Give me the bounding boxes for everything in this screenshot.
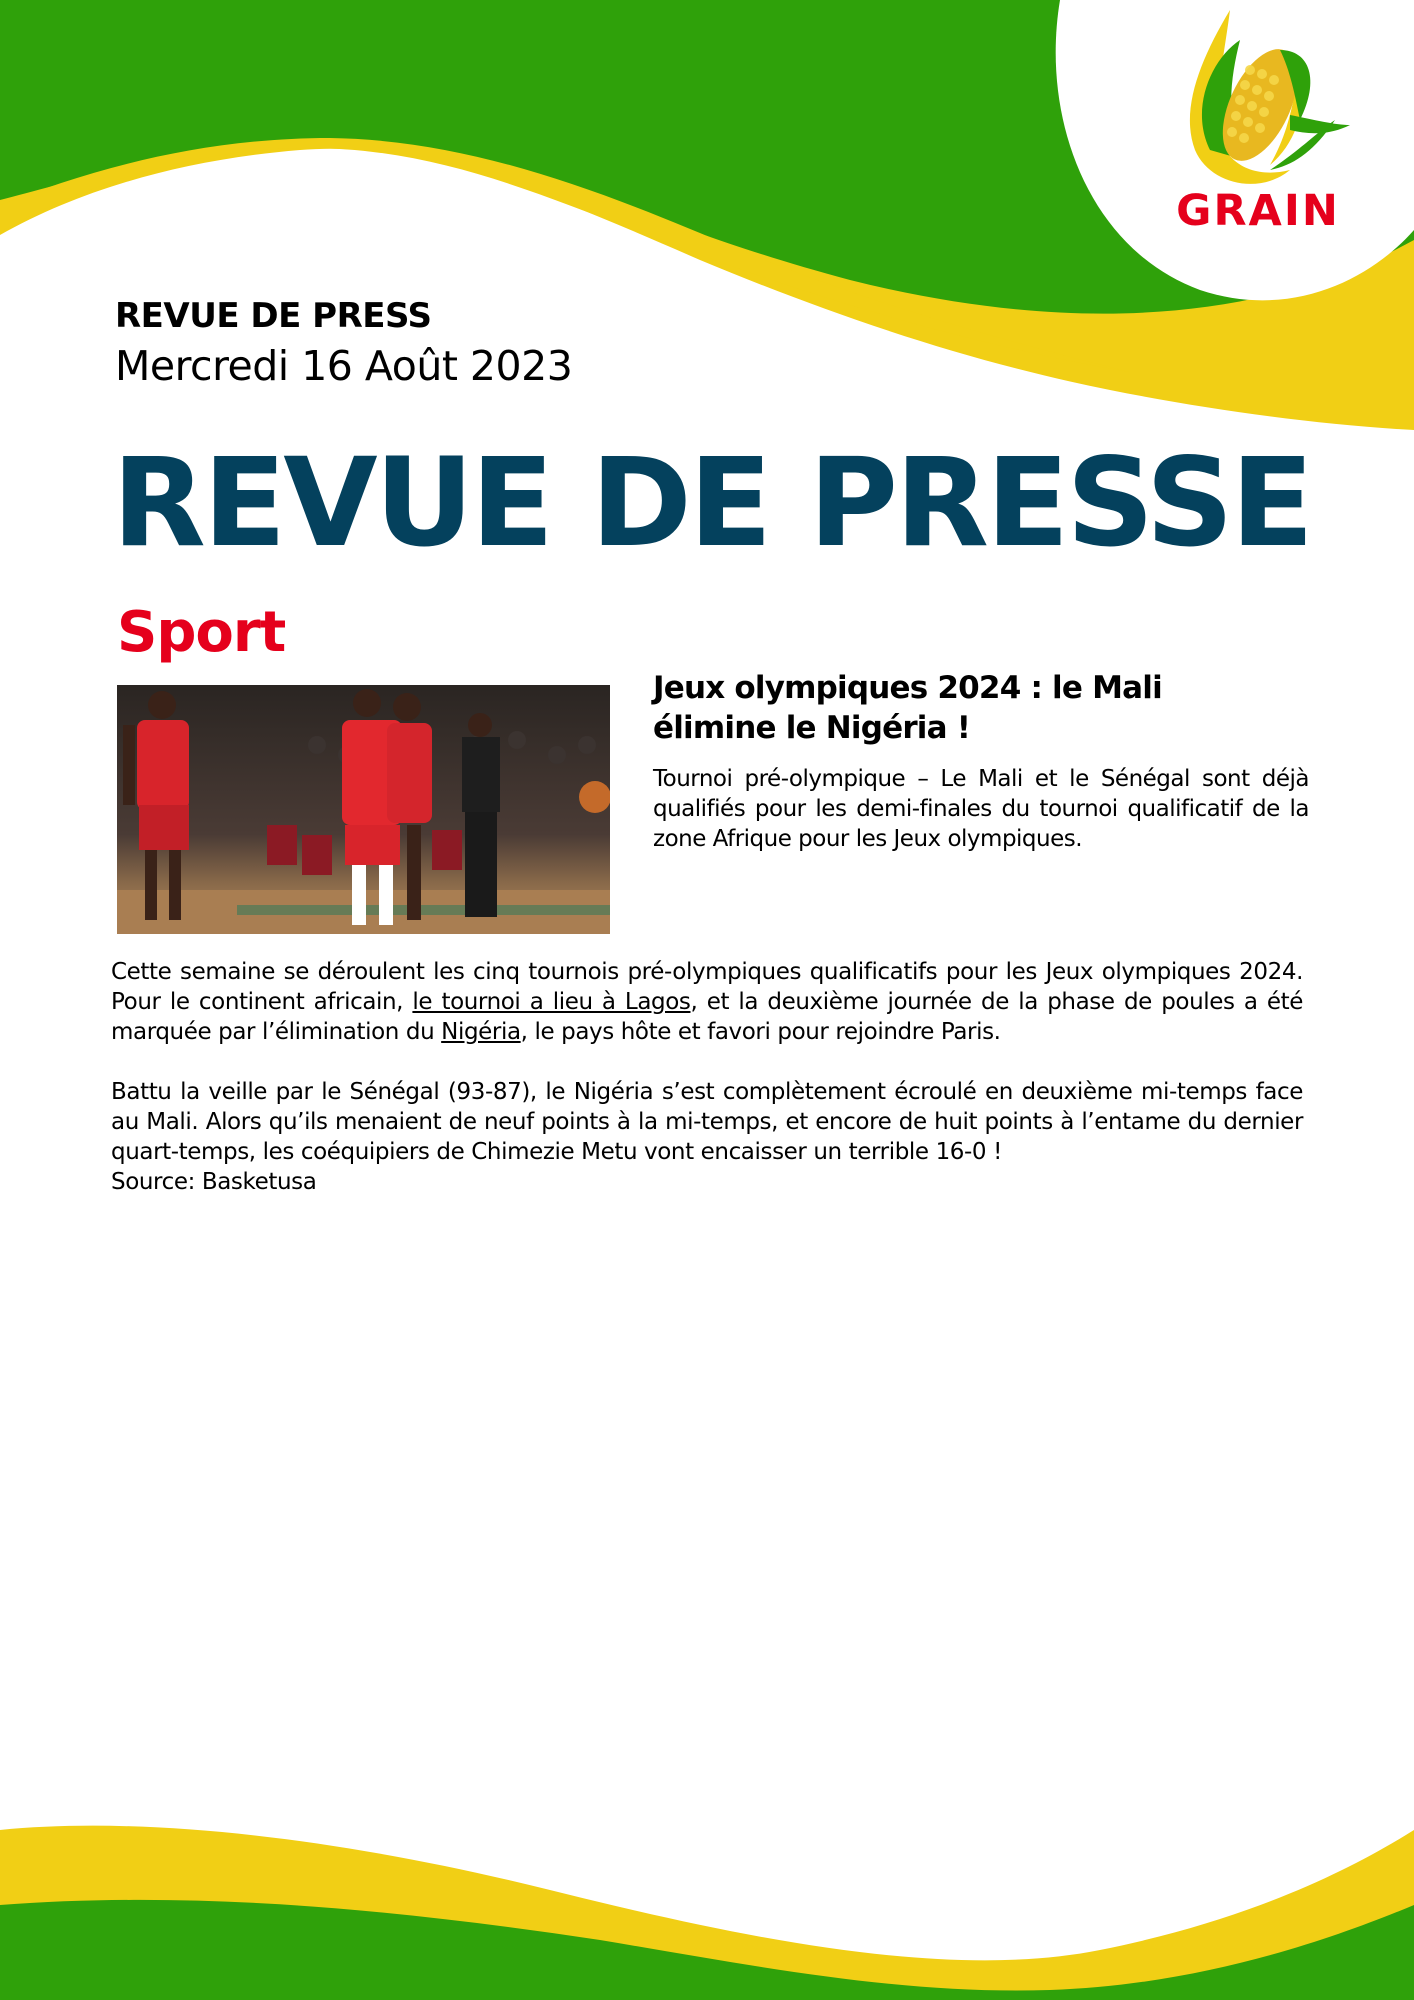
bottom-wave-decoration bbox=[0, 1810, 1414, 2000]
paragraph-text: , et la deuxième journée de la phase de poules a été marquée par l’élimination du bbox=[111, 989, 1303, 1045]
date: Mercredi 16 Août 2023 bbox=[115, 342, 573, 390]
page-title: REVUE DE PRESSE bbox=[112, 432, 1311, 574]
article-headline: Jeux olympiques 2024 : le Mali élimine le Nigéria ! bbox=[653, 670, 1162, 746]
article-body bbox=[111, 957, 1303, 1197]
paragraph-text: Cette semaine se déroulent les cinq tournois pré-olympiques qualificatifs pour les Jeux olympiques 2024. Pour le continent africain, bbox=[111, 959, 1303, 1015]
article-lead: Tournoi pré-olympique – Le Mali et le Sénégal sont déjà qualifiés pour les demi-finales du tournoi qualificatif de la zone Afrique pour les Jeux olympiques. bbox=[653, 766, 1309, 852]
article-source: Source: Basketusa bbox=[111, 1169, 317, 1195]
nigeria-link[interactable]: Nigéria bbox=[441, 1019, 521, 1045]
paragraph-text: , le pays hôte et favori pour rejoindre Paris. bbox=[520, 1019, 1001, 1045]
article-paragraph-2: Battu la veille par le Sénégal (93-87), le Nigéria s’est complètement écroulé en deuxième mi-temps face au Mali. Alors qu’ils menaient de neuf points à la mi-temps, et encore de huit points à l’entame du dernier quart-temps, les coéquipiers de Chimezie Metu vont encaisser un terrible 16-0 ! bbox=[111, 1079, 1303, 1165]
kicker: REVUE DE PRESS bbox=[115, 296, 432, 336]
logo-text: GRAIN bbox=[1176, 186, 1340, 236]
section-title: Sport bbox=[117, 600, 286, 665]
lagos-link[interactable]: le tournoi a lieu à Lagos bbox=[412, 989, 691, 1015]
article-paragraph-1 bbox=[111, 957, 1303, 1047]
article-photo bbox=[117, 685, 610, 934]
